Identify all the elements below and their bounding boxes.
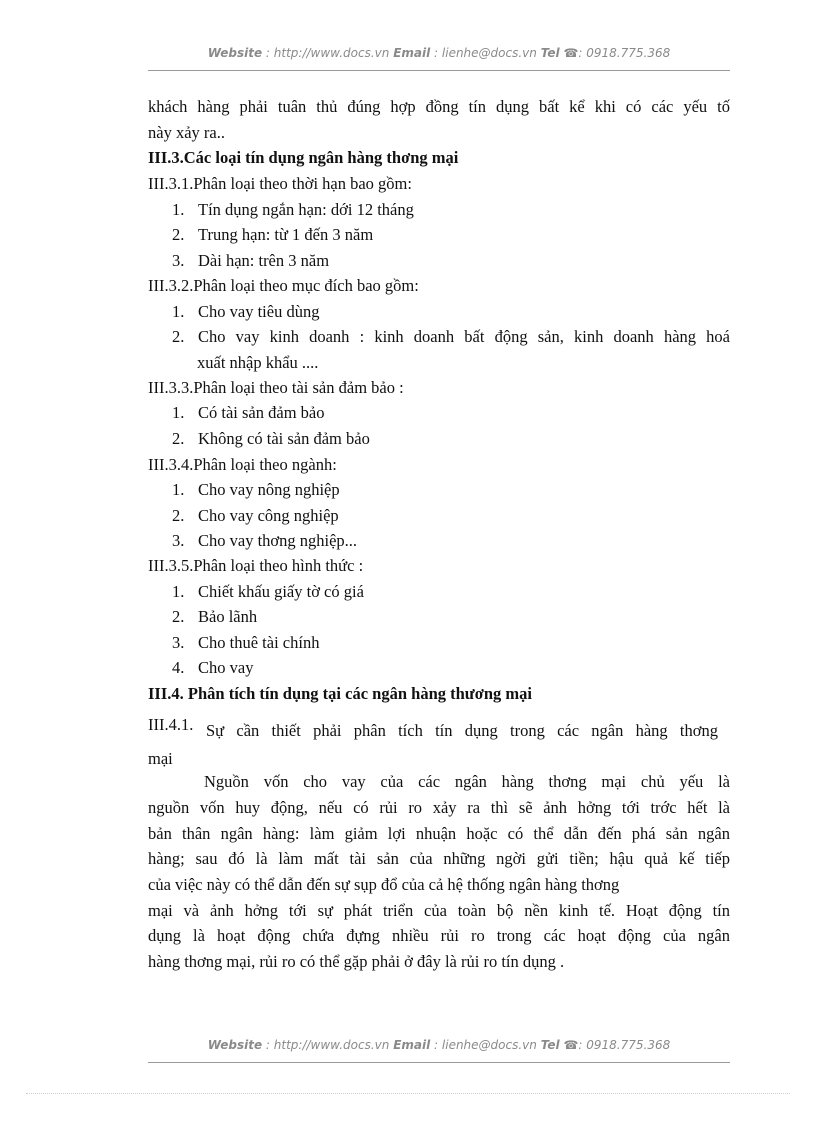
list-item (172, 301, 730, 323)
paragraph-line-7: dụng là hoạt động chứa đựng nhiều rủi ro trong các hoạt động của ngân (148, 926, 730, 945)
list-item (172, 199, 730, 221)
list-item-number: 3. (172, 251, 185, 270)
list-item-number: 1. (172, 200, 185, 219)
section-3-1-title: III.3.1.Phân loại theo thời hạn bao gồm: (148, 174, 412, 193)
list-item (172, 581, 730, 603)
list-item-number: 1. (172, 302, 185, 321)
page-header (148, 46, 730, 71)
intro-line-1: khách hàng phải tuân thủ đúng hợp đồng tín dụng bất kể khi có các yếu tố (148, 97, 730, 116)
list-item (172, 224, 730, 246)
page-bottom-divider (26, 1093, 790, 1094)
section-3-3-title: III.3.3.Phân loại theo tài sản đảm bảo : (148, 378, 404, 397)
paragraph-line-6: mại và ảnh hởng tới sự phát triển của toàn bộ nền kinh tế. Hoạt động tín (148, 901, 730, 920)
list-item-text: Không có tài sản đảm bảo (198, 429, 370, 448)
list-item-number: 2. (172, 327, 185, 346)
paragraph-line-8: hàng thơng mại, rủi ro có thể gặp phải ở đây là rủi ro tín dụng . (148, 952, 565, 971)
header-email-label: Email (393, 46, 431, 60)
list-item (172, 657, 730, 679)
list-item-number: 2. (172, 506, 185, 525)
intro-line-2: này xảy ra.. (148, 123, 225, 142)
list-item-number: 3. (172, 633, 185, 652)
paragraph-line-5: của việc này có thể dẫn đến sự sụp đổ của cả hệ thống ngân hàng thơng (148, 875, 620, 894)
paragraph-line-2: nguồn vốn huy động, nếu có rủi ro xảy ra thì sẽ ảnh hởng tới trớc hết là (148, 798, 730, 817)
list-item (172, 505, 730, 527)
section-3-4-title: III.3.4.Phân loại theo ngành: (148, 455, 337, 474)
list-item-continuation: xuất nhập khẩu .... (197, 353, 319, 372)
list-item-text: Cho vay kinh doanh : kinh doanh bất động sản, kinh doanh hàng hoá (198, 327, 730, 346)
section-3-5-title: III.3.5.Phân loại theo hình thức : (148, 556, 364, 575)
list-item-text: Cho vay công nghiệp (198, 506, 339, 525)
section-3-2-title: III.3.2.Phân loại theo mục đích bao gồm: (148, 276, 419, 295)
header-tel-value: : 0918.775.368 (578, 46, 671, 60)
phone-icon: ☎ (563, 1038, 579, 1052)
list-item (172, 479, 730, 501)
list-item-text: Chiết khấu giấy tờ có giá (198, 582, 364, 601)
paragraph-line-1: Nguồn vốn cho vay của các ngân hàng thơng mại chủ yếu là (204, 772, 730, 791)
list-item-number: 1. (172, 582, 185, 601)
list-item-number: 4. (172, 658, 185, 677)
footer-tel-value: : 0918.775.368 (578, 1038, 671, 1052)
list-item-number: 2. (172, 225, 185, 244)
section-4-1-number: III.4.1. (148, 715, 194, 734)
list-item-text: Trung hạn: từ 1 đến 3 năm (198, 225, 374, 244)
list-item-text: Tín dụng ngắn hạn: dới 12 tháng (198, 200, 414, 219)
list-item-text: Có tài sản đảm bảo (198, 403, 325, 422)
footer-website-label: Website (207, 1038, 263, 1052)
list-item-text: Cho vay nông nghiệp (198, 480, 340, 499)
list-item (172, 402, 730, 424)
section-4-1-title: Sự cần thiết phải phân tích tín dụng trong các ngân hàng thơng (206, 721, 718, 740)
list-item-number: 1. (172, 480, 185, 499)
paragraph-line-3: bản thân ngân hàng: làm giảm lợi nhuận hoặc có thể dẫn đến phá sản ngân (148, 824, 730, 843)
list-item-text: Cho vay tiêu dùng (198, 302, 320, 321)
list-item-number: 2. (172, 607, 185, 626)
list-item-text: Bảo lãnh (198, 607, 258, 626)
page-footer (148, 1038, 730, 1063)
section-3-title: III.3.Các loại tín dụng ngân hàng thơng mại (148, 148, 459, 167)
header-tel-label: Tel (540, 46, 560, 60)
list-item (172, 632, 730, 654)
section-4-1-title-cont: mại (148, 749, 173, 768)
list-item-text: Cho thuê tài chính (198, 633, 320, 652)
section-4-title: III.4. Phân tích tín dụng tại các ngân hàng thương mại (148, 684, 532, 703)
paragraph-line-4: hàng; sau đó là làm mất tài sản của những ngời gửi tiền; hậu quả kế tiếp (148, 849, 730, 868)
footer-website-url: : http://www.docs.vn (265, 1038, 390, 1052)
list-item-number: 3. (172, 531, 185, 550)
list-item (172, 530, 730, 552)
header-website-label: Website (207, 46, 263, 60)
list-item-text: Cho vay (198, 658, 254, 677)
phone-icon: ☎ (563, 46, 579, 60)
list-item-number: 1. (172, 403, 185, 422)
list-item-number: 2. (172, 429, 185, 448)
footer-email-label: Email (393, 1038, 431, 1052)
footer-email-value: : lienhe@docs.vn (434, 1038, 537, 1052)
header-email-value: : lienhe@docs.vn (434, 46, 537, 60)
list-item (172, 606, 730, 628)
footer-tel-label: Tel (540, 1038, 560, 1052)
list-item (172, 250, 730, 272)
list-item-text: Dài hạn: trên 3 năm (198, 251, 330, 270)
header-website-url: : http://www.docs.vn (265, 46, 390, 60)
list-item (172, 326, 730, 348)
list-item (172, 428, 730, 450)
list-item-text: Cho vay thơng nghiệp... (198, 531, 358, 550)
